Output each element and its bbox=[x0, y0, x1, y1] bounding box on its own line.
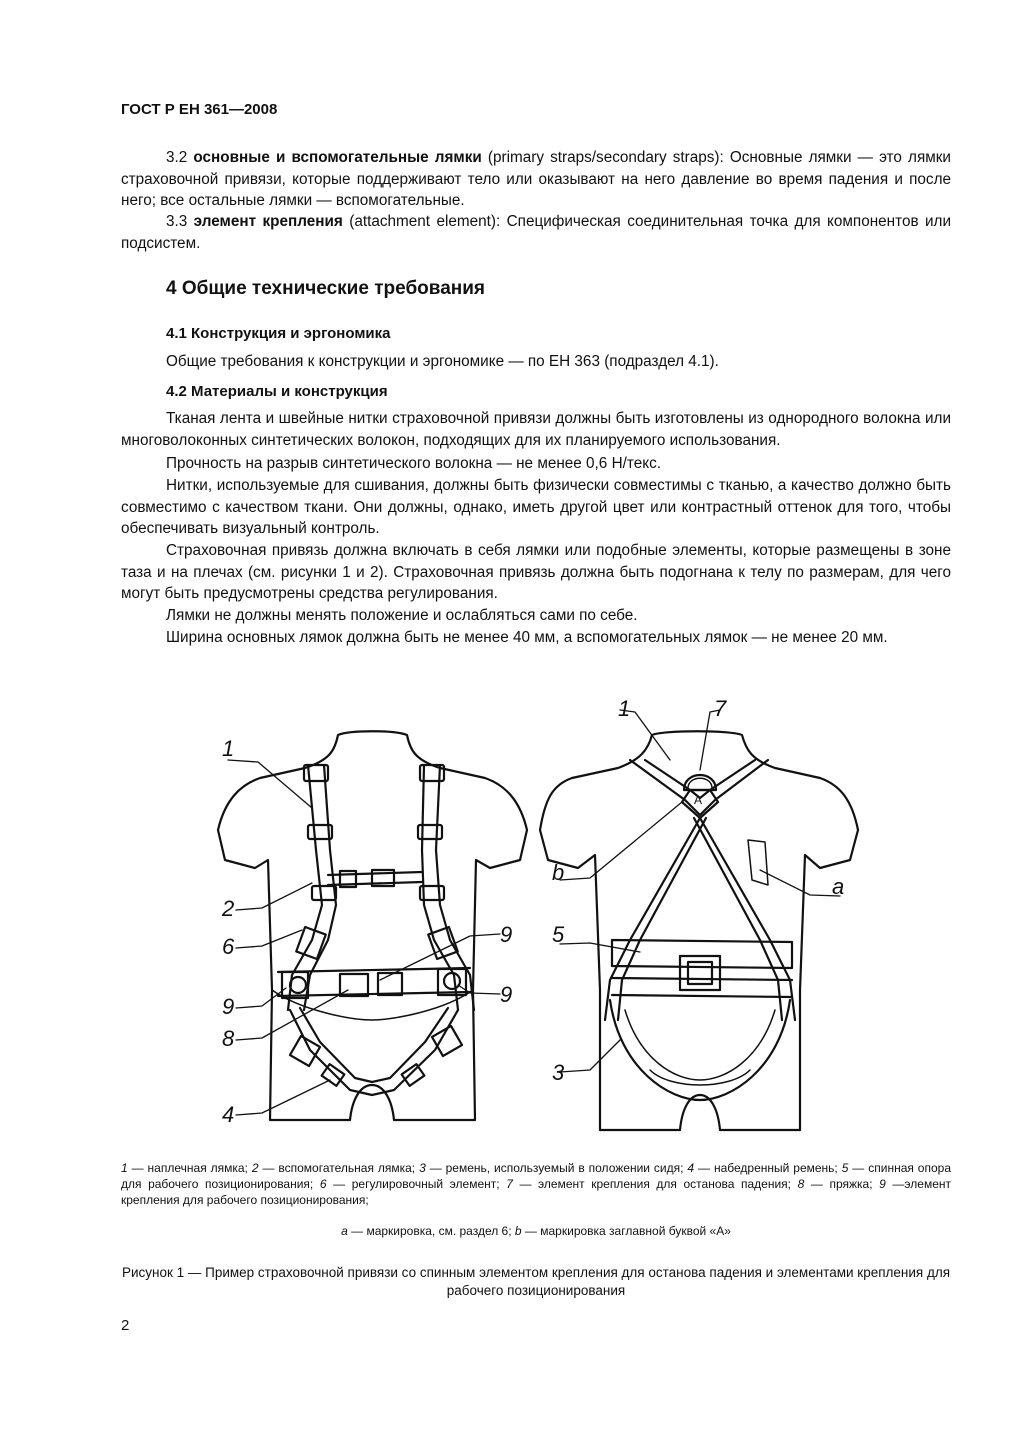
paragraph-4-2-3: Нитки, используемые для сшивания, должны быть физически совместимы с тканью, а качество должно быть совместимо с качеством ткани. Они должны, однако, иметь другой цвет или контрастный оттенок для того, чтобы обеспечивать визуальный контроль. bbox=[121, 477, 951, 537]
legend-text: — регулировочный элемент; bbox=[326, 1177, 507, 1191]
paragraph-4-2-5: Лямки не должны менять положение и ослабляться сами по себе. bbox=[166, 607, 638, 624]
legend-text: — маркировка, см. раздел 6; bbox=[347, 1224, 515, 1238]
figure-label-9-top: 9 bbox=[500, 922, 513, 947]
legend-text: — наплечная лямка; bbox=[127, 1161, 252, 1175]
term-definition: (attachment element): Специфическая соединительная точка для компонентов или подсистем. bbox=[121, 213, 951, 252]
legend-key: 7 bbox=[506, 1177, 513, 1191]
section-heading-4: 4 Общие технические требования bbox=[166, 278, 486, 299]
legend-key: a bbox=[341, 1224, 348, 1238]
harness-figure bbox=[200, 690, 880, 1150]
subsection-heading-4-2: 4.2 Материалы и конструкция bbox=[166, 383, 388, 400]
figure-label-a: a bbox=[832, 874, 845, 899]
figure-caption: Рисунок 1 — Пример страховочной привязи со спинным элементом крепления для останова падения и элементами крепления для рабочего позиционирования bbox=[121, 1265, 951, 1298]
legend-key: 4 bbox=[687, 1161, 695, 1175]
legend-text: — спинная опора для рабочего позиционирования; bbox=[121, 1161, 952, 1191]
subsection-heading-4-1: 4.1 Конструкция и эргономика bbox=[166, 325, 391, 342]
figure-label-9-left: 9 bbox=[222, 994, 235, 1019]
paragraph-4-2-6: Ширина основных лямок должна быть не менее 40 мм, а вспомогательных лямок — не менее 20 мм. bbox=[166, 629, 888, 646]
paragraph-3-2 bbox=[121, 147, 951, 212]
marking-letter: A bbox=[694, 793, 703, 807]
figure-label-4: 4 bbox=[222, 1102, 235, 1127]
figure-label-5: 5 bbox=[552, 922, 565, 947]
section-number: 3.3 bbox=[166, 213, 188, 230]
paragraph-4-2-4: Страховочная привязь должна включать в себя лямки или подобные элементы, которые размещены в зоне таза и на плечах (см. рисунки 1 и 2). Страховочная привязь должна быть подогнана к телу по размерам, для чего могут быть предусмотрены средства регулирования. bbox=[121, 542, 951, 602]
paragraph-4-1: Общие требования к конструкции и эргономике — по ЕН 363 (подраздел 4.1). bbox=[166, 353, 719, 370]
legend-text: — элемент крепления для останова падения; bbox=[512, 1177, 798, 1191]
figure-label-7: 7 bbox=[714, 696, 727, 721]
legend-text: — маркировка заглавной буквой «А» bbox=[521, 1224, 731, 1238]
term: основные и вспомогательные лямки bbox=[193, 149, 482, 166]
section-number: 3.2 bbox=[166, 149, 188, 166]
figure-label-9-right: 9 bbox=[500, 982, 513, 1007]
term-definition: (primary straps/secondary straps): Основные лямки — это лямки страховочной привязи, которые поддерживают тело или оказывают на него давление во время падения и после него; все остальные лямки — вспомогательные. bbox=[121, 149, 951, 209]
figure-label-1-right: 1 bbox=[618, 696, 631, 721]
legend-key: b bbox=[514, 1224, 522, 1238]
left-shoulder-straps bbox=[278, 765, 474, 1095]
legend-text: — ремень, используемый в положении сидя; bbox=[425, 1161, 688, 1175]
harness-illustration bbox=[200, 690, 880, 1150]
figure-legend-markings bbox=[121, 1224, 951, 1238]
figure-label-6: 6 bbox=[222, 934, 235, 959]
legend-key: 3 bbox=[419, 1161, 426, 1175]
legend-key: 2 bbox=[251, 1161, 259, 1175]
paragraph-4-2-1: Тканая лента и швейные нитки страховочной привязи должны быть изготовлены из однородного волокна или многоволоконных синтетических волокон, подходящих для их планируемого использования. bbox=[121, 410, 951, 449]
figure-label-8: 8 bbox=[222, 1026, 235, 1051]
figure-label-3: 3 bbox=[552, 1060, 565, 1085]
figure-label-1-left: 1 bbox=[222, 736, 235, 761]
legend-text: — вспомогательная лямка; bbox=[258, 1161, 420, 1175]
left-torso bbox=[218, 731, 527, 1120]
document-header: ГОСТ Р ЕН 361—2008 bbox=[121, 101, 278, 118]
legend-key: 5 bbox=[841, 1161, 849, 1175]
legend-text: — пряжка; bbox=[804, 1177, 880, 1191]
legend-key: 9 bbox=[879, 1177, 886, 1191]
page-number: 2 bbox=[121, 1317, 130, 1334]
legend-key: 1 bbox=[121, 1161, 128, 1175]
paragraph-4-2-2: Прочность на разрыв синтетического волокна — не менее 0,6 Н/текс. bbox=[166, 455, 661, 472]
legend-text: — набедренный ремень; bbox=[694, 1161, 842, 1175]
paragraph-3-3 bbox=[121, 211, 951, 254]
legend-text: —элемент крепления для рабочего позиционирования; bbox=[121, 1177, 951, 1207]
legend-key: 8 bbox=[797, 1177, 805, 1191]
legend-key: 6 bbox=[319, 1177, 327, 1191]
figure-label-2: 2 bbox=[222, 896, 235, 921]
figure-legend bbox=[121, 1160, 951, 1208]
figure-label-b: b bbox=[552, 860, 565, 885]
term: элемент крепления bbox=[193, 213, 343, 230]
right-harness-straps bbox=[605, 760, 795, 1100]
